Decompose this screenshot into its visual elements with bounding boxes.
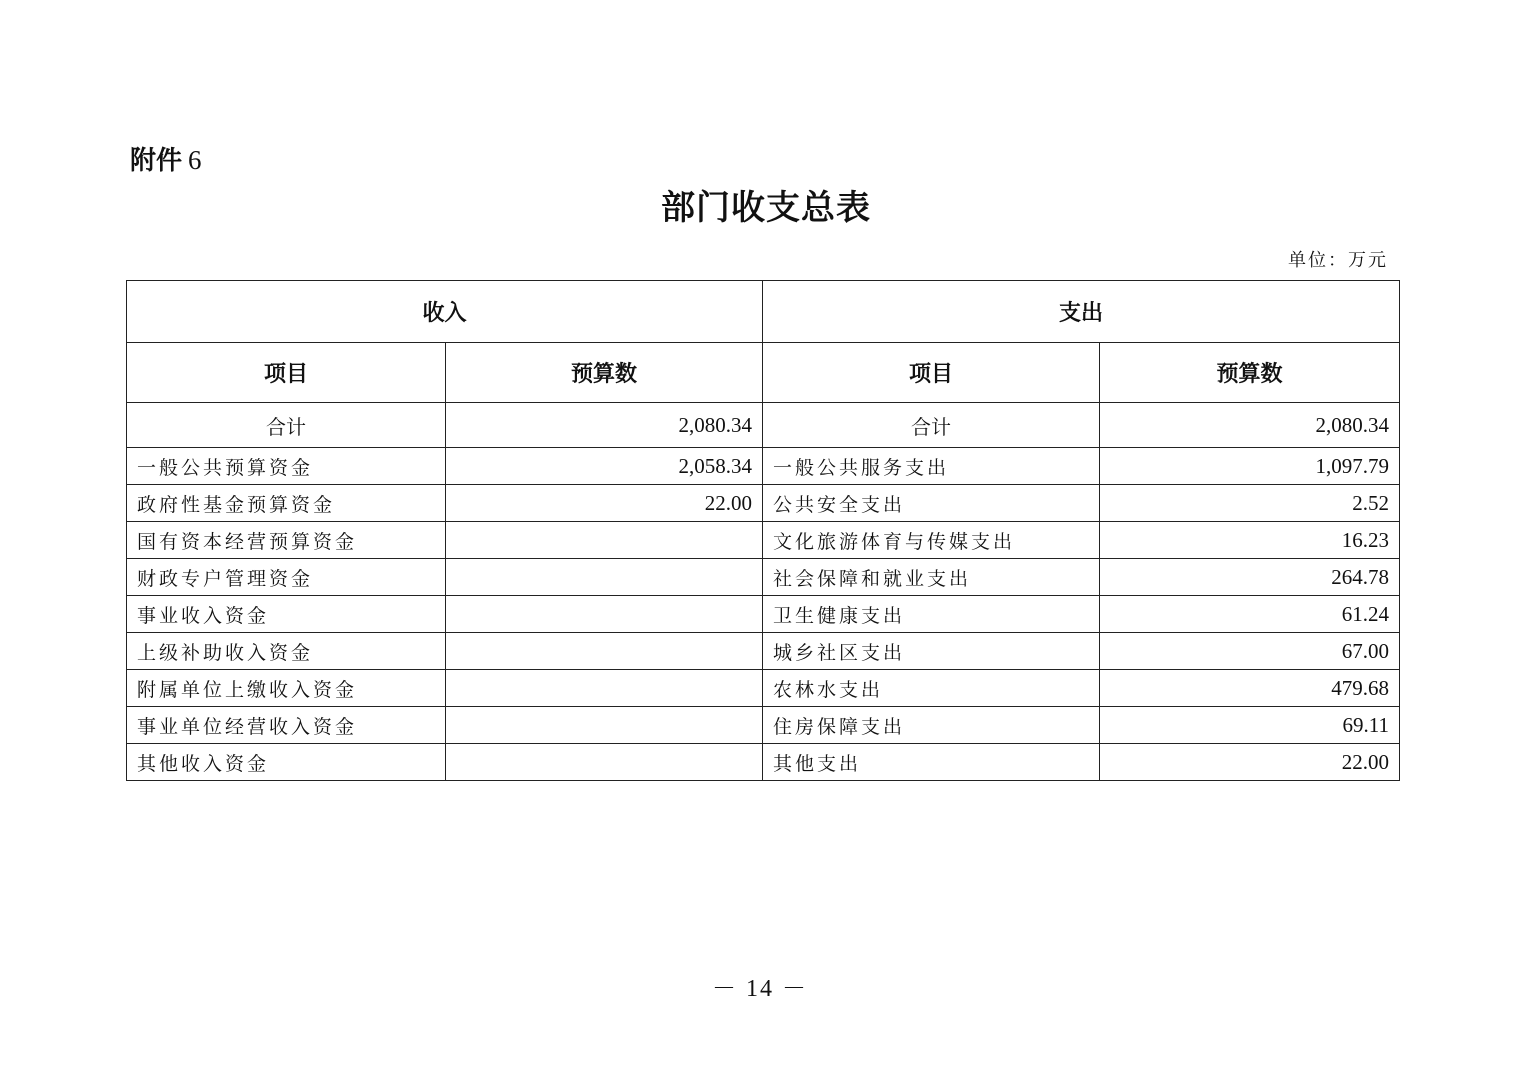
- income-value-cell: [446, 559, 763, 596]
- column-header-row: [127, 343, 1400, 403]
- income-header: 收入: [127, 281, 763, 343]
- expense-total-value: 2,080.34: [1100, 403, 1400, 448]
- expense-item-cell: 卫生健康支出: [763, 596, 1100, 633]
- expense-item-cell: 文化旅游体育与传媒支出: [763, 522, 1100, 559]
- income-value-cell: 2,058.34: [446, 448, 763, 485]
- income-value-cell: [446, 707, 763, 744]
- expense-item-cell: 住房保障支出: [763, 707, 1100, 744]
- expense-item-cell: 城乡社区支出: [763, 633, 1100, 670]
- income-value-cell: [446, 670, 763, 707]
- unit-label: 单位：万元: [1288, 250, 1388, 271]
- expense-item-col-header: 项目: [763, 343, 1100, 403]
- total-row: [127, 403, 1400, 448]
- expense-value-cell: 22.00: [1100, 744, 1400, 781]
- expense-value-cell: 67.00: [1100, 633, 1400, 670]
- income-item-cell: 财政专户管理资金: [127, 559, 446, 596]
- expense-value-cell: 479.68: [1100, 670, 1400, 707]
- expense-value-cell: 264.78: [1100, 559, 1400, 596]
- expense-item-cell: 公共安全支出: [763, 485, 1100, 522]
- expense-value-cell: 1,097.79: [1100, 448, 1400, 485]
- income-item-col-header: 项目: [127, 343, 446, 403]
- attachment-text: 附件: [130, 146, 183, 176]
- table-row: [127, 559, 1400, 596]
- budget-table: [126, 280, 1400, 781]
- attachment-number: 6: [188, 145, 202, 175]
- expense-value-cell: 16.23: [1100, 522, 1400, 559]
- expense-item-cell: 社会保障和就业支出: [763, 559, 1100, 596]
- expense-item-cell: 农林水支出: [763, 670, 1100, 707]
- table-row: [127, 522, 1400, 559]
- income-item-cell: 国有资本经营预算资金: [127, 522, 446, 559]
- table-row: [127, 485, 1400, 522]
- table-row: [127, 670, 1400, 707]
- income-total-label: 合计: [127, 403, 446, 448]
- income-value-cell: [446, 744, 763, 781]
- income-item-cell: 事业单位经营收入资金: [127, 707, 446, 744]
- income-item-cell: 政府性基金预算资金: [127, 485, 446, 522]
- income-item-cell: 附属单位上缴收入资金: [127, 670, 446, 707]
- income-item-cell: 一般公共预算资金: [127, 448, 446, 485]
- income-item-cell: 上级补助收入资金: [127, 633, 446, 670]
- income-value-cell: 22.00: [446, 485, 763, 522]
- expense-value-cell: 69.11: [1100, 707, 1400, 744]
- income-value-cell: [446, 522, 763, 559]
- income-value-cell: [446, 596, 763, 633]
- table-row: [127, 707, 1400, 744]
- expense-total-label: 合计: [763, 403, 1100, 448]
- expense-item-cell: 其他支出: [763, 744, 1100, 781]
- expense-header: 支出: [763, 281, 1400, 343]
- attachment-label: [130, 140, 202, 177]
- income-amount-col-header: 预算数: [446, 343, 763, 403]
- section-header-row: [127, 281, 1400, 343]
- expense-value-cell: 2.52: [1100, 485, 1400, 522]
- expense-value-cell: 61.24: [1100, 596, 1400, 633]
- table-row: [127, 744, 1400, 781]
- income-value-cell: [446, 633, 763, 670]
- expense-item-cell: 一般公共服务支出: [763, 448, 1100, 485]
- expense-amount-col-header: 预算数: [1100, 343, 1400, 403]
- income-item-cell: 其他收入资金: [127, 744, 446, 781]
- income-item-cell: 事业收入资金: [127, 596, 446, 633]
- table-row: [127, 596, 1400, 633]
- table-row: [127, 633, 1400, 670]
- page-number: － 14 －: [712, 976, 808, 1002]
- income-total-value: 2,080.34: [446, 403, 763, 448]
- page-title: 部门收支总表: [661, 188, 871, 228]
- table-row: [127, 448, 1400, 485]
